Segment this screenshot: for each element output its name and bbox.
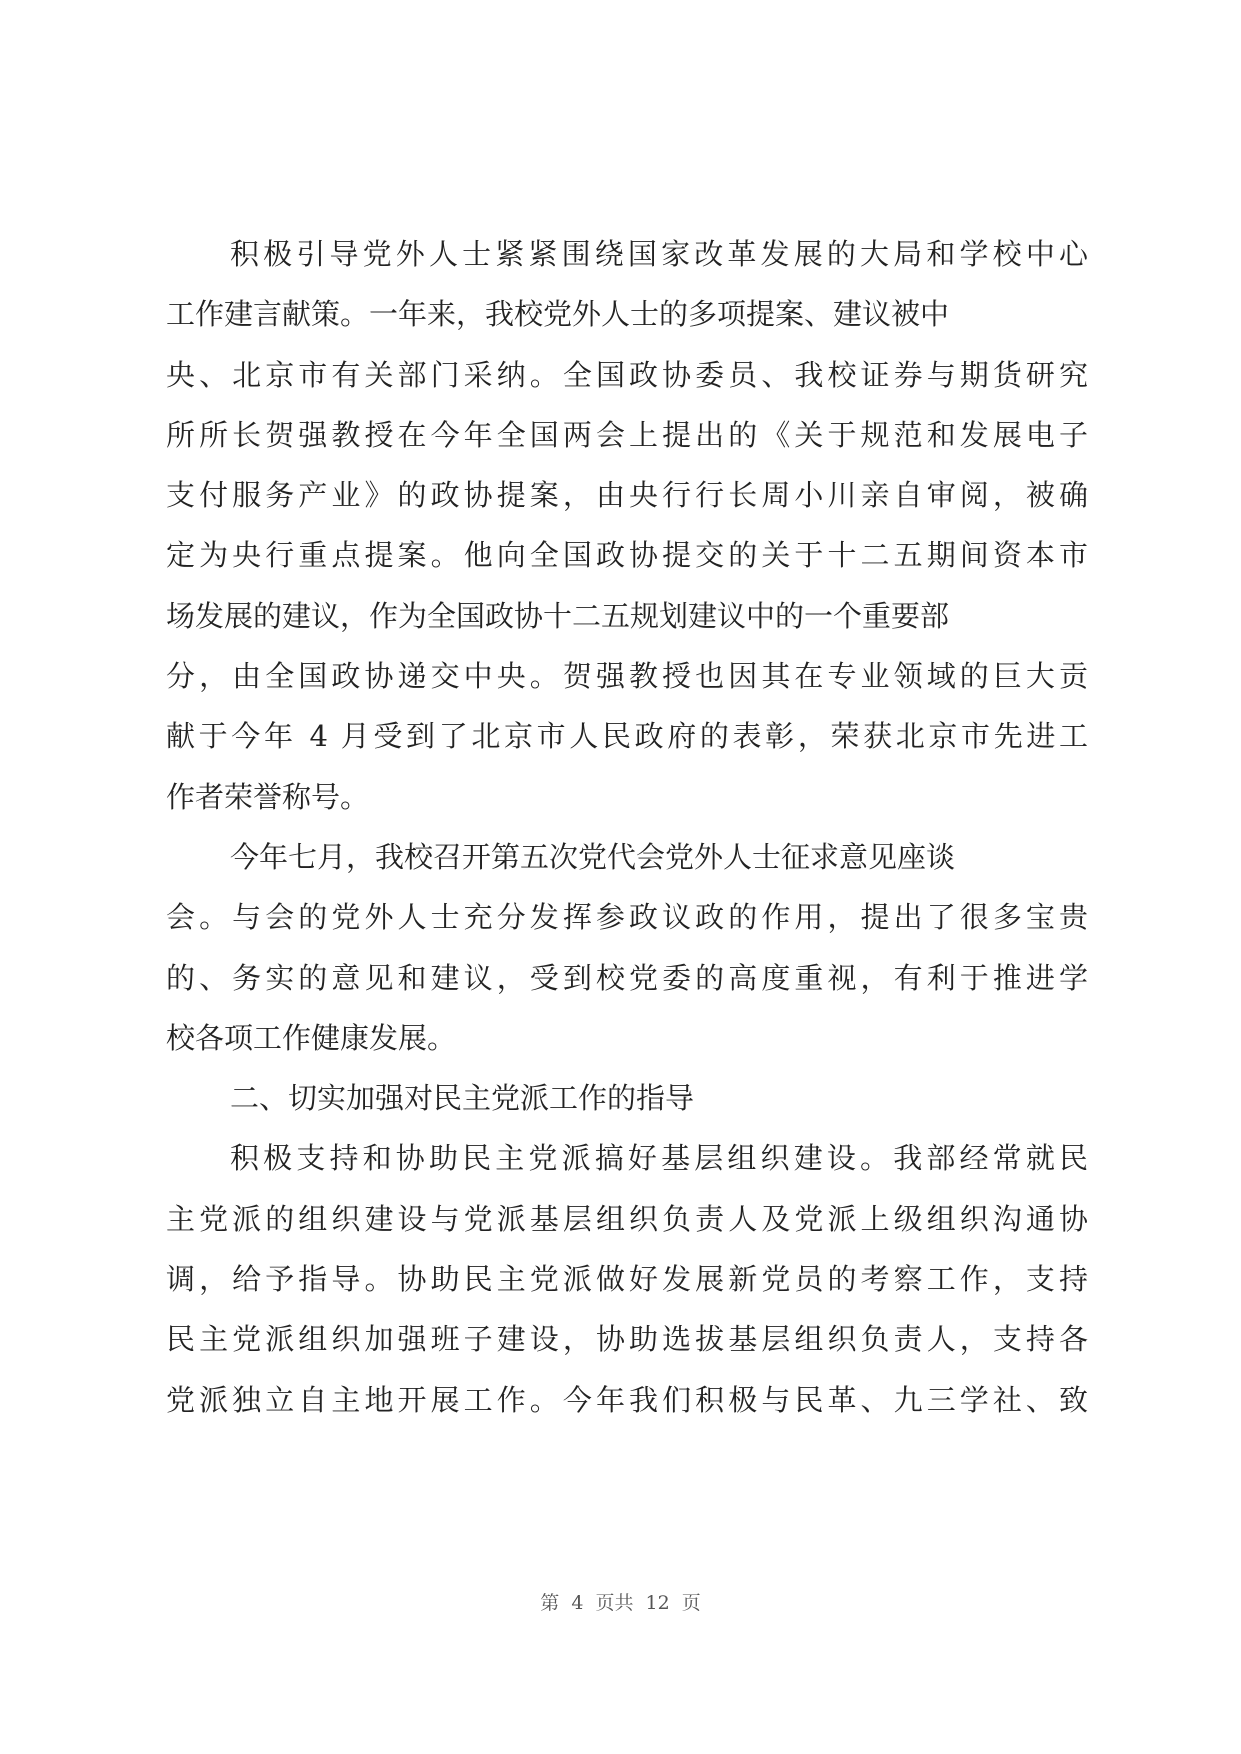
text-line: 今年七月，我校召开第五次党代会党外人士征求意见座谈 [230, 839, 956, 874]
text-line: 会。与会的党外人士充分发挥参政议政的作用，提出了很多宝贵 [166, 900, 1088, 935]
text-line: 央、北京市有关部门采纳。全国政协委员、我校证券与期货研究 [166, 357, 1088, 392]
text-line: 二、切实加强对民主党派工作的指导 [230, 1081, 695, 1116]
text-line: 民主党派组织加强班子建设，协助选拔基层组织负责人，支持各 [166, 1322, 1088, 1357]
text-line: 党派独立自主地开展工作。今年我们积极与民革、九三学社、致 [166, 1382, 1088, 1417]
text-line: 积极支持和协助民主党派搞好基层组织建设。我部经常就民 [230, 1141, 1088, 1176]
text-line: 场发展的建议，作为全国政协十二五规划建议中的一个重要部 [166, 598, 950, 633]
text-line: 所所长贺强教授在今年全国两会上提出的《关于规范和发展电子 [166, 417, 1088, 452]
text-line: 定为央行重点提案。他向全国政协提交的关于十二五期间资本市 [166, 538, 1088, 573]
text-line: 工作建言献策。一年来，我校党外人士的多项提案、建议被中 [166, 297, 950, 332]
page-footer: 第 4 页共 12 页 [540, 1592, 701, 1614]
document-body [166, 224, 1088, 1430]
text-line: 支付服务产业》的政协提案，由央行行长周小川亲自审阅，被确 [166, 478, 1088, 513]
text-line: 分，由全国政协递交中央。贺强教授也因其在专业领域的巨大贡 [166, 659, 1088, 694]
text-line: 积极引导党外人士紧紧围绕国家改革发展的大局和学校中心 [230, 237, 1088, 271]
text-line: 校各项工作健康发展。 [166, 1020, 457, 1055]
text-line: 献于今年 4 月受到了北京市人民政府的表彰，荣获北京市先进工 [166, 719, 1088, 754]
text-line: 调，给予指导。协助民主党派做好发展新党员的考察工作，支持 [166, 1262, 1088, 1297]
text-line: 主党派的组织建设与党派基层组织负责人及党派上级组织沟通协 [166, 1201, 1088, 1236]
text-line: 的、务实的意见和建议，受到校党委的高度重视，有利于推进学 [166, 960, 1088, 995]
text-line: 作者荣誉称号。 [166, 779, 370, 814]
